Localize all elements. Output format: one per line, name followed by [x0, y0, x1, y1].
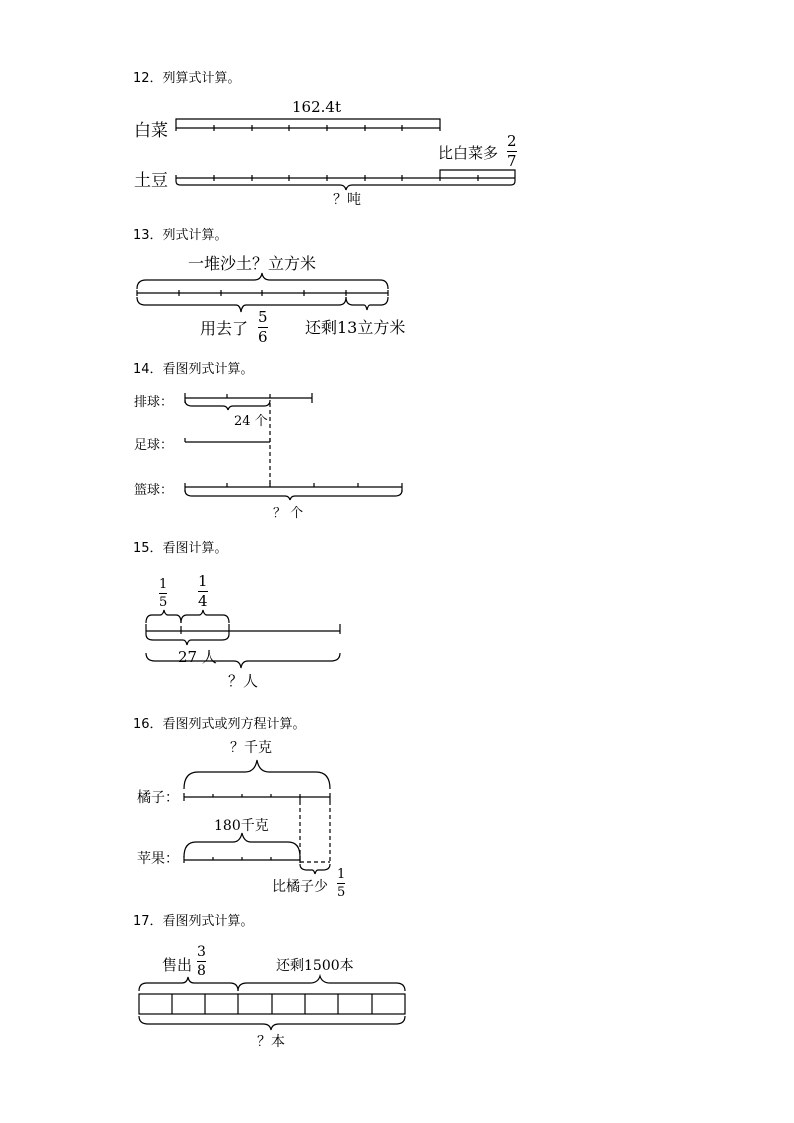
- q16-note: 比橘子少: [272, 879, 328, 895]
- q12-cabbage-value: 162.4t: [292, 98, 341, 116]
- q16-orange-label: 橘子：: [137, 790, 179, 806]
- q12-potato-label: 土豆: [134, 171, 168, 191]
- q14-volleyball-value: 24 个: [234, 414, 268, 429]
- q14-football-label: 足球：: [134, 438, 174, 453]
- q16-apple-value: 180千克: [214, 818, 269, 834]
- q13-title: 13．列式计算。: [133, 228, 228, 243]
- q13-total: 一堆沙土？立方米: [188, 254, 317, 273]
- q17-sold: 售出: [162, 956, 193, 974]
- q12-question: ？吨: [333, 192, 361, 208]
- q12-note: 比白菜多: [438, 144, 499, 162]
- q17-question: ？本: [257, 1034, 285, 1050]
- q12-note-den: 7: [507, 152, 517, 170]
- q12-title: 12．列算式计算。: [133, 71, 241, 86]
- q16-note-num: 1: [337, 867, 346, 882]
- q14-volleyball-label: 排球：: [134, 395, 174, 410]
- q13-used-num: 5: [258, 308, 268, 326]
- q13-used-den: 6: [258, 328, 268, 346]
- q14-basketball-label: 篮球：: [134, 483, 174, 498]
- q13-remain: 还剩13立方米: [305, 318, 406, 337]
- q16-total: ？千克: [230, 740, 272, 756]
- q17-remain: 还剩1500本: [276, 958, 354, 974]
- q15-question: ？人: [228, 672, 259, 690]
- q16-title: 16．看图列式或列方程计算。: [133, 717, 306, 732]
- q15-frac1-den: 5: [159, 595, 168, 610]
- q17-title: 17．看图列式计算。: [133, 914, 254, 929]
- q13-used: 用去了: [200, 319, 249, 338]
- q12-note-num: 2: [507, 132, 517, 150]
- q14-title: 14．看图列式计算。: [133, 362, 254, 377]
- q14-question: ？ 个: [273, 506, 304, 521]
- q16-apple-label: 苹果：: [137, 851, 179, 867]
- q15-frac1-num: 1: [159, 577, 168, 592]
- q16-note-den: 5: [337, 885, 346, 900]
- q17-sold-num: 3: [197, 944, 206, 960]
- q17-sold-den: 8: [197, 963, 206, 979]
- q15-frac2-den: 4: [198, 592, 208, 610]
- q15-frac2-num: 1: [198, 572, 208, 590]
- q15-title: 15．看图计算。: [133, 541, 228, 556]
- q12-cabbage-label: 白菜: [134, 121, 168, 141]
- q15-part: 27 人: [178, 648, 217, 666]
